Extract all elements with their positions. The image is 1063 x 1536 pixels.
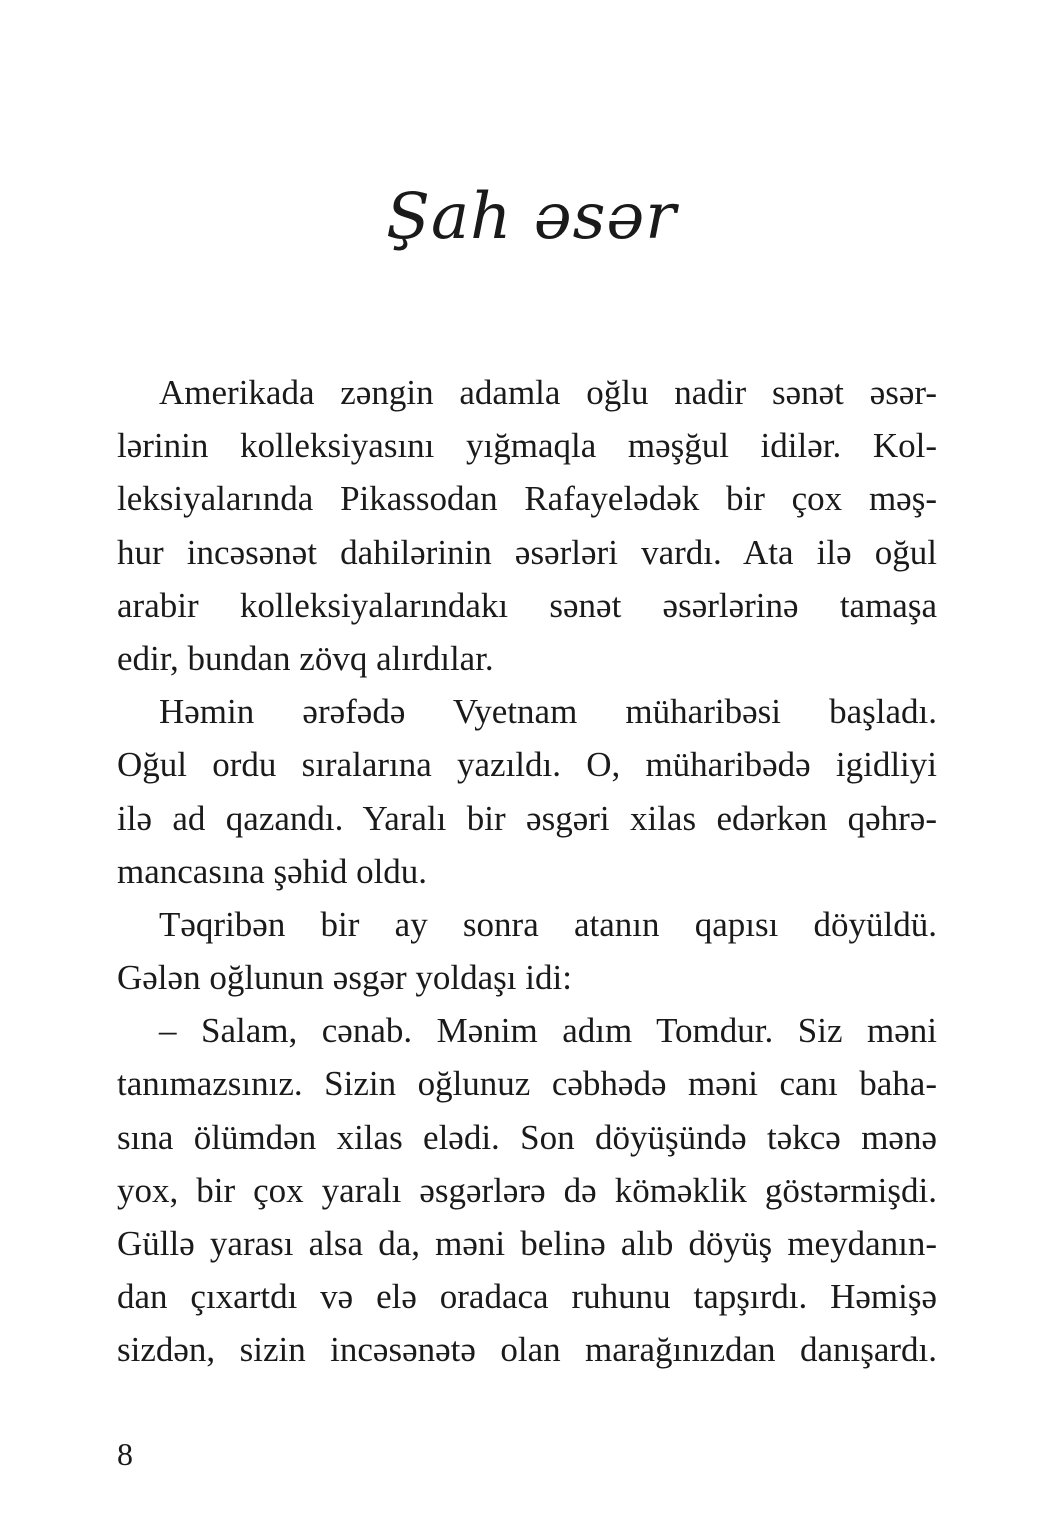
text-line: tanımazsınız. Sizin oğlunuz cəbhədə məni canı baha- [117, 1064, 937, 1104]
page-number: 8 [117, 1436, 133, 1472]
text-line: edir, bundan zövq alırdılar. [117, 638, 494, 678]
text-line: arabir kolleksiyalarındakı sənət əsərlərinə tamaşa [117, 585, 937, 625]
text-line: leksiyalarında Pikassodan Rafayelədək bir çox məş- [117, 479, 937, 519]
text-line: ilə ad qazandı. Yaralı bir əsgəri xilas edərkən qəhrə- [117, 798, 937, 838]
chapter-body [117, 366, 937, 1377]
text-line: Təqribən bir ay sonra atanın qapısı döyüldü. [159, 904, 937, 944]
text-line: sizdən, sizin incəsənətə olan marağınızdan danışardı. [117, 1330, 937, 1370]
text-line: Həmin ərəfədə Vyetnam müharibəsi başladı. [159, 692, 937, 732]
text-line: – Salam, cənab. Mənim adım Tomdur. Siz məni [159, 1011, 937, 1051]
text-line: sına ölümdən xilas elədi. Son döyüşündə təkcə mənə [117, 1117, 937, 1157]
text-line: mancasına şəhid oldu. [117, 851, 428, 891]
text-line: Oğul ordu sıralarına yazıldı. O, müharibədə igidliyi [117, 745, 937, 785]
text-line: Güllə yarası alsa da, məni belinə alıb döyüş meydanın- [117, 1224, 937, 1263]
text-line: dan çıxartdı və elə oradaca ruhunu tapşırdı. Həmişə [117, 1277, 937, 1317]
chapter-title: Şah əsər [386, 180, 677, 254]
text-line: hur incəsənət dahilərinin əsərləri vardı. Ata ilə oğul [117, 532, 937, 572]
text-line: yox, bir çox yaralı əsgərlərə də köməklik göstərmişdi. [117, 1170, 937, 1210]
text-line: Amerikada zəngin adamla oğlu nadir sənət əsər- [159, 373, 937, 412]
text-line: Gələn oğlunun əsgər yoldaşı idi: [117, 958, 572, 998]
text-line: lərinin kolleksiyasını yığmaqla məşğul idilər. Kol- [117, 426, 937, 466]
